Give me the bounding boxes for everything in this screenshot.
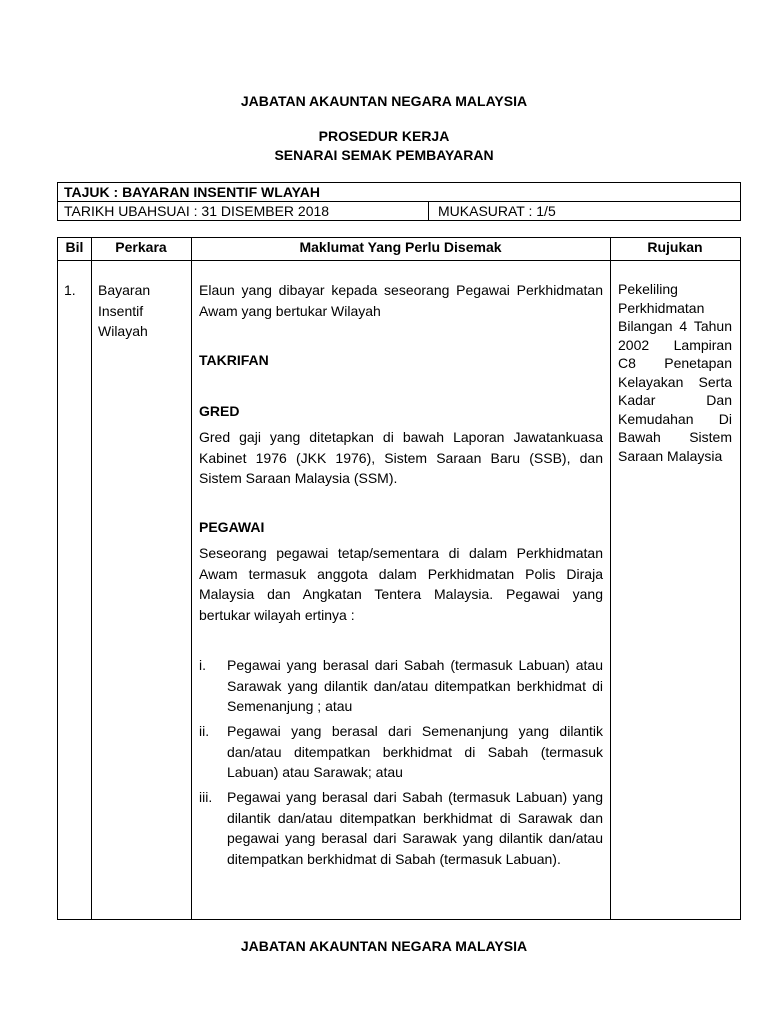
column-divider xyxy=(91,238,92,919)
row-divider xyxy=(428,202,429,220)
row-bil: 1. xyxy=(64,282,76,298)
header-bil: Bil xyxy=(65,239,84,255)
list-item xyxy=(199,721,603,783)
rujukan-text: Pekeliling Perkhidmatan Bilangan 4 Tahun 2002 Lampiran C8 Penetapan Kelayakan Serta Kadar Dan Kemudahan Di Bawah Sistem Saraan Malaysia xyxy=(618,281,732,464)
row-perkara: Bayaran Insentif Wilayah xyxy=(98,282,151,339)
list-item-number: i. xyxy=(199,657,206,673)
pegawai-text: Seseorang pegawai tetap/sementara di dalam Perkhidmatan Awam termasuk anggota dalam Perkhidmatan Polis Diraja Malaysia dan Angkatan Tentera Malaysia. Pegawai yang bertukar wilayah ertinya : xyxy=(199,545,603,623)
list-item-number: iii. xyxy=(199,789,213,805)
tarikh-text: TARIKH UBAHSUAI : 31 DISEMBER 2018 xyxy=(64,203,330,219)
list-item-text: Pegawai yang berasal dari Sabah (termasuk Labuan) atau Sarawak yang dilantik dan/atau ditempatkan berkhidmat di Semenanjung ; atau xyxy=(227,657,603,714)
column-divider xyxy=(191,238,192,919)
header-maklumat: Maklumat Yang Perlu Disemak xyxy=(299,239,502,255)
column-divider xyxy=(610,238,611,919)
header-rujukan: Rujukan xyxy=(647,239,703,255)
list-item-text: Pegawai yang berasal dari Sabah (termasuk Labuan) yang dilantik dan/atau ditempatkan berkhidmat di Sarawak dan pegawai yang berasal dari Sarawak yang dilantik dan/atau ditempatkan berkhidmat di Sabah (termasuk Labuan). xyxy=(227,789,603,867)
header-perkara: Perkara xyxy=(115,239,167,255)
document-subtitle: SENARAI SEMAK PEMBAYARAN xyxy=(274,147,494,163)
gred-heading: GRED xyxy=(199,403,240,419)
list-item-text: Pegawai yang berasal dari Semenanjung yang dilantik dan/atau ditempatkan berkhidmat di Sabah (termasuk Labuan) atau Sarawak; atau xyxy=(227,723,603,780)
tarikh-row xyxy=(57,201,741,221)
org-title: JABATAN AKAUNTAN NEGARA MALAYSIA xyxy=(240,93,528,109)
gred-text: Gred gaji yang ditetapkan di bawah Laporan Jawatankuasa Kabinet 1976 (JKK 1976), Sistem Saraan Baru (SSB), dan Sistem Saraan Malaysia (SSM). xyxy=(199,429,603,486)
list-item xyxy=(199,655,603,717)
header-divider xyxy=(58,260,740,261)
tajuk-row xyxy=(57,182,741,202)
tajuk-text: TAJUK : BAYARAN INSENTIF WLAYAH xyxy=(64,184,320,200)
takrifan-heading: TAKRIFAN xyxy=(199,352,269,368)
intro-text: Elaun yang dibayar kepada seseorang Pegawai Perkhidmatan Awam yang bertukar Wilayah xyxy=(199,282,603,319)
checklist-table xyxy=(57,237,741,920)
footer-org: JABATAN AKAUNTAN NEGARA MALAYSIA xyxy=(240,938,528,954)
list-item-number: ii. xyxy=(199,723,210,739)
pegawai-heading: PEGAWAI xyxy=(199,519,265,535)
list-item xyxy=(199,787,603,890)
document-title: PROSEDUR KERJA xyxy=(318,128,450,144)
mukasurat-text: MUKASURAT : 1/5 xyxy=(438,203,556,219)
